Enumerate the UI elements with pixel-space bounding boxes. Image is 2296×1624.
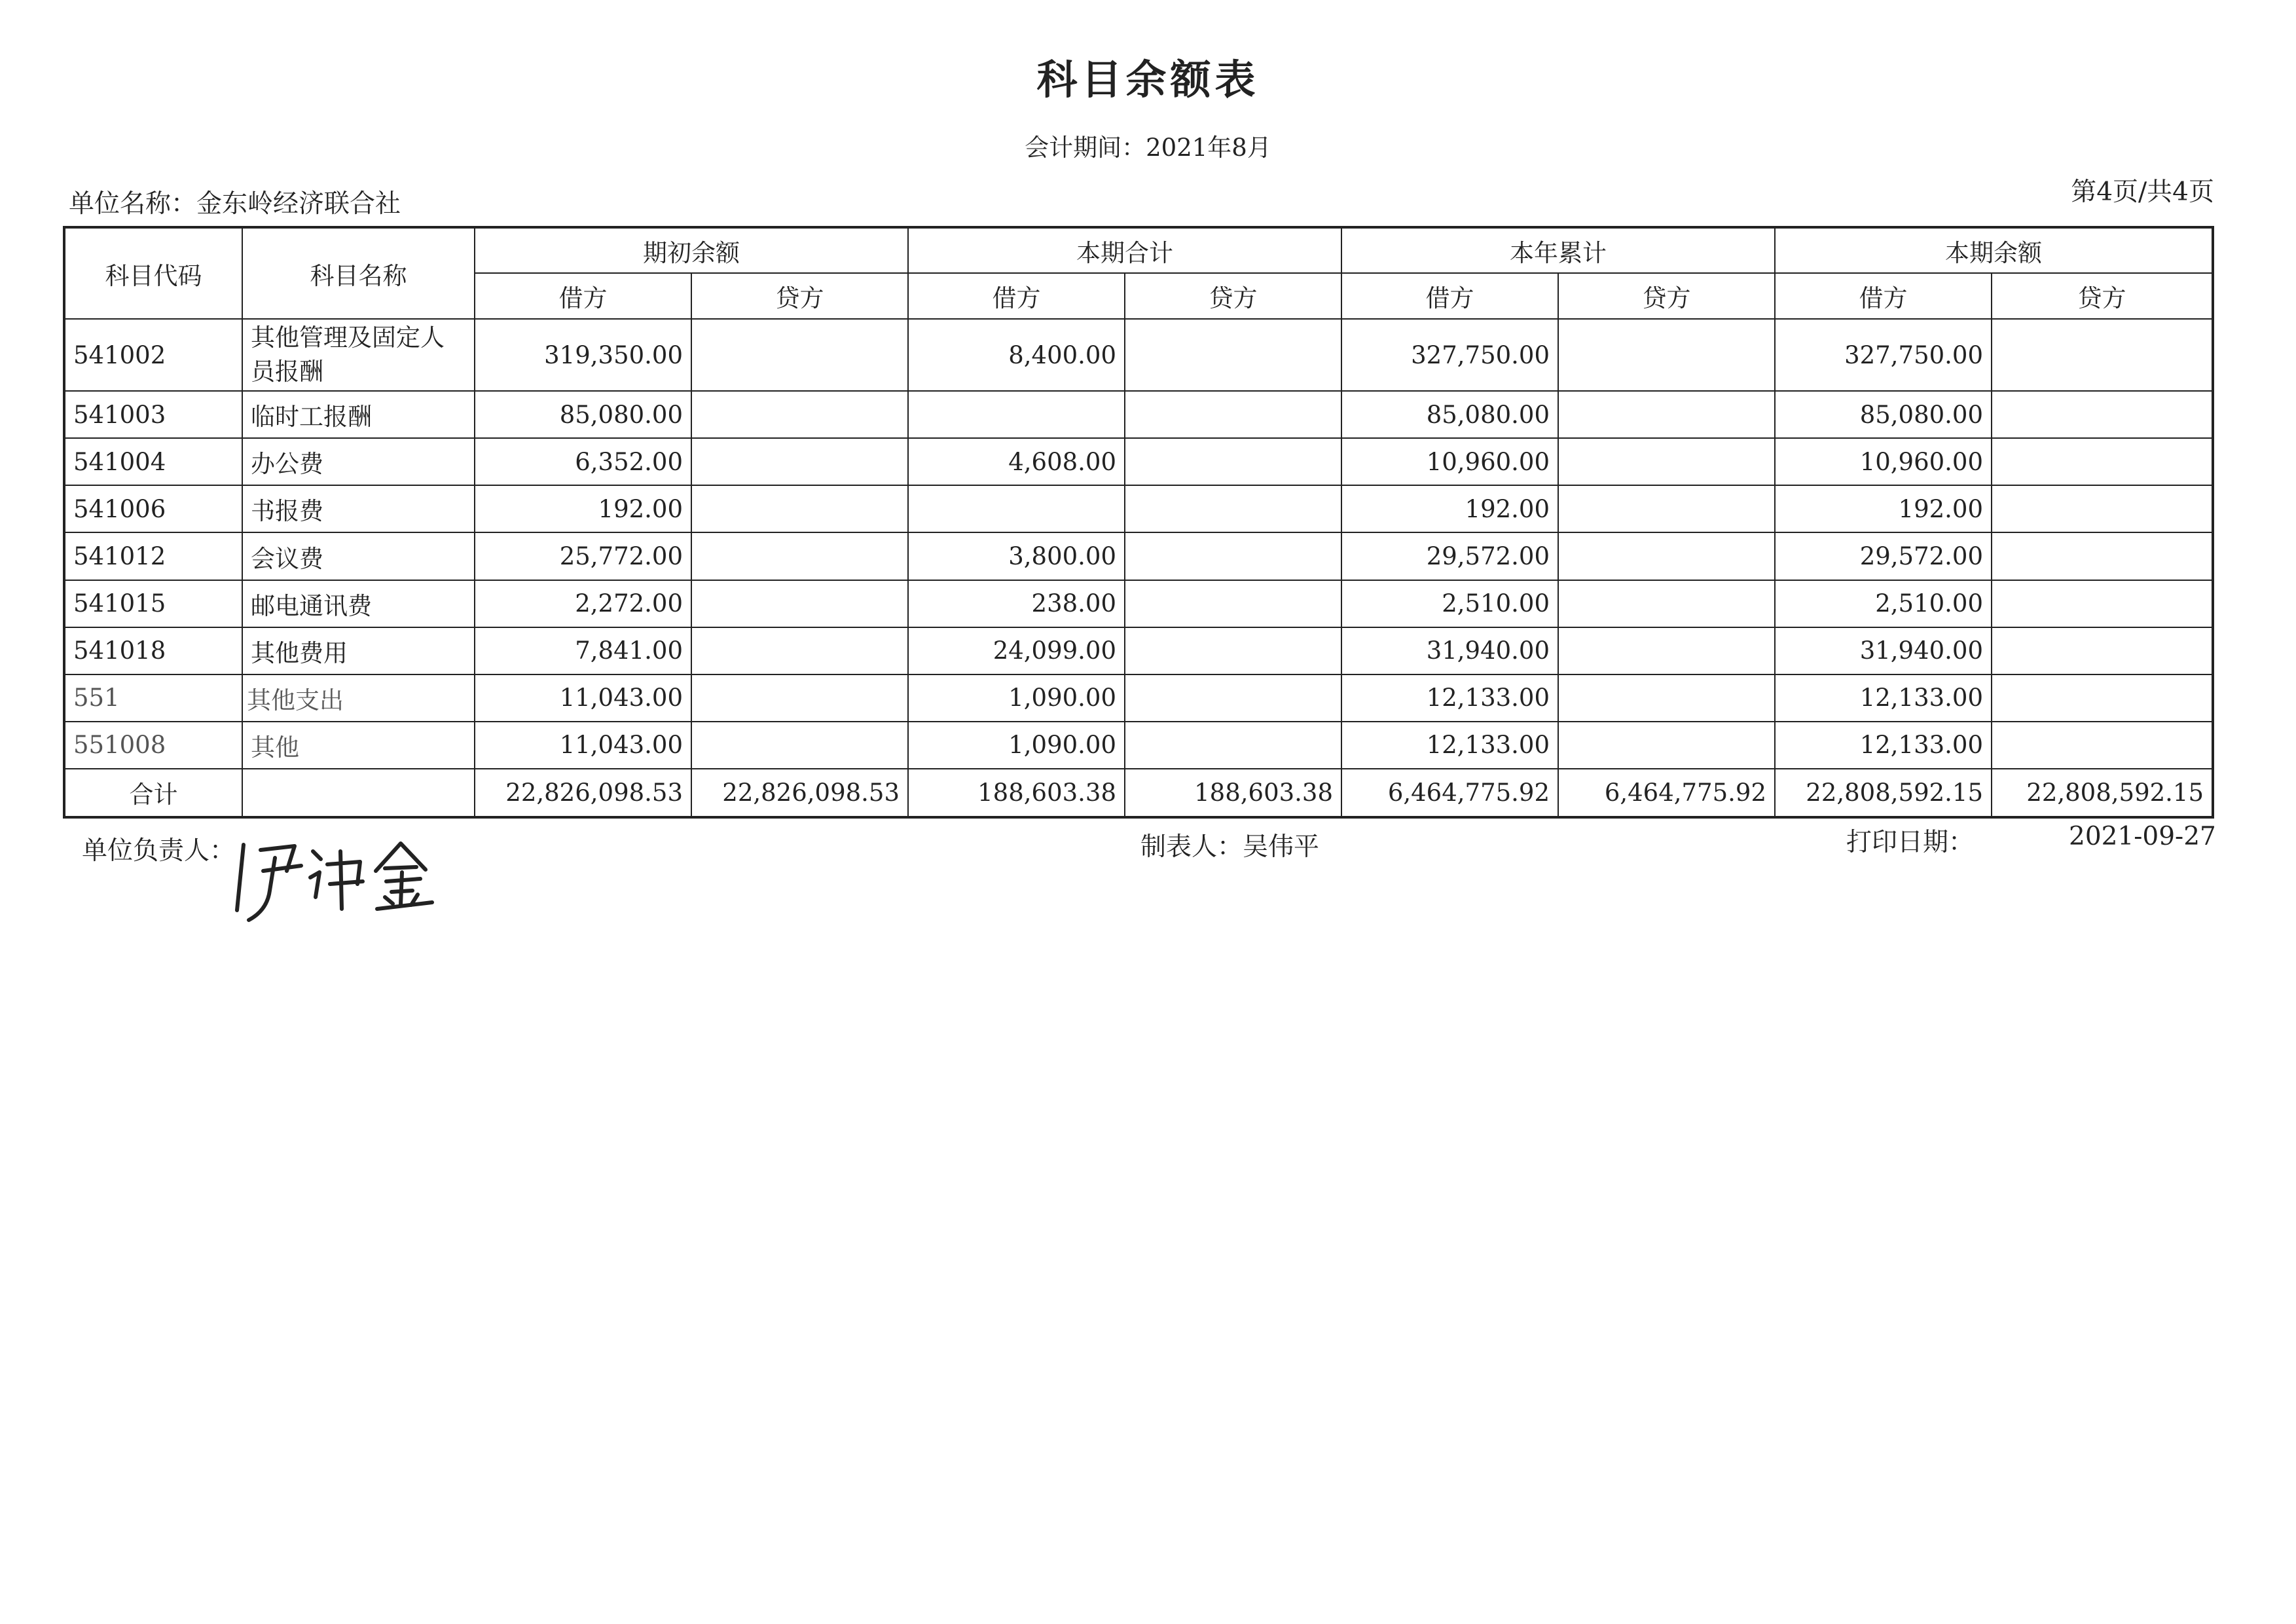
col-header-credit: 贷方: [1992, 273, 2213, 319]
col-header-code: 科目代码: [64, 227, 242, 319]
col-header-credit: 贷方: [1558, 273, 1775, 319]
closing-credit: [1992, 319, 2213, 391]
signature-image: [229, 832, 478, 923]
year-debit: 12,133.00: [1341, 722, 1558, 769]
year-credit: [1558, 319, 1775, 391]
closing-credit: [1992, 627, 2213, 674]
table-row: [64, 674, 2213, 722]
year-debit: 31,940.00: [1341, 627, 1558, 674]
period-debit: 8,400.00: [908, 319, 1125, 391]
account-code: 541015: [64, 580, 242, 627]
period-debit: [908, 485, 1125, 532]
col-header-credit: 贷方: [1125, 273, 1341, 319]
group-header-closing: 本期余额: [1775, 227, 2213, 273]
total-period-credit: 188,603.38: [1125, 769, 1341, 817]
period-credit: [1125, 532, 1341, 580]
period-credit: [1125, 580, 1341, 627]
total-row: [64, 769, 2213, 817]
closing-credit: [1992, 438, 2213, 485]
closing-debit: 327,750.00: [1775, 319, 1992, 391]
total-period-debit: 188,603.38: [908, 769, 1125, 817]
year-debit: 327,750.00: [1341, 319, 1558, 391]
page-info: 第4页/共4页: [2071, 177, 2214, 207]
period-debit: 1,090.00: [908, 674, 1125, 722]
period-debit: 24,099.00: [908, 627, 1125, 674]
opening-debit: 25,772.00: [475, 532, 691, 580]
table-row: [64, 391, 2213, 438]
balance-table: [63, 226, 2214, 819]
table-row: [64, 580, 2213, 627]
opening-credit: [691, 580, 908, 627]
opening-credit: [691, 319, 908, 391]
total-year-debit: 6,464,775.92: [1341, 769, 1558, 817]
table-row: [64, 485, 2213, 532]
period-credit: [1125, 391, 1341, 438]
header-row-groups: [64, 227, 2213, 273]
print-date: 2021-09-27: [2069, 822, 2216, 851]
closing-debit: 192.00: [1775, 485, 1992, 532]
account-name: 其他支出: [242, 674, 475, 722]
account-code: 551: [64, 674, 242, 722]
opening-debit: 11,043.00: [475, 674, 691, 722]
col-header-credit: 贷方: [691, 273, 908, 319]
year-debit: 29,572.00: [1341, 532, 1558, 580]
period-credit: [1125, 485, 1341, 532]
col-header-debit: 借方: [475, 273, 691, 319]
account-code: 541004: [64, 438, 242, 485]
col-header-debit: 借方: [1775, 273, 1992, 319]
account-name: 其他: [242, 722, 475, 769]
account-code: 541012: [64, 532, 242, 580]
closing-credit: [1992, 722, 2213, 769]
unit-name: 单位名称：金东岭经济联合社: [69, 189, 401, 219]
account-name: 会议费: [242, 532, 475, 580]
opening-debit: 319,350.00: [475, 319, 691, 391]
opening-debit: 192.00: [475, 485, 691, 532]
opening-debit: 6,352.00: [475, 438, 691, 485]
table-row: [64, 532, 2213, 580]
opening-credit: [691, 438, 908, 485]
year-credit: [1558, 627, 1775, 674]
year-credit: [1558, 580, 1775, 627]
col-header-name: 科目名称: [242, 227, 475, 319]
account-name: 临时工报酬: [242, 391, 475, 438]
total-closing-debit: 22,808,592.15: [1775, 769, 1992, 817]
year-debit: 10,960.00: [1341, 438, 1558, 485]
year-credit: [1558, 532, 1775, 580]
closing-debit: 12,133.00: [1775, 674, 1992, 722]
period-credit: [1125, 438, 1341, 485]
col-header-debit: 借方: [908, 273, 1125, 319]
closing-credit: [1992, 391, 2213, 438]
total-opening-credit: 22,826,098.53: [691, 769, 908, 817]
group-header-opening: 期初余额: [475, 227, 908, 273]
period-credit: [1125, 627, 1341, 674]
total-opening-debit: 22,826,098.53: [475, 769, 691, 817]
account-name: 邮电通讯费: [242, 580, 475, 627]
accounting-period: 会计期间：2021年8月: [1025, 134, 1271, 162]
period-credit: [1125, 319, 1341, 391]
year-debit: 12,133.00: [1341, 674, 1558, 722]
table-row: [64, 319, 2213, 391]
year-credit: [1558, 485, 1775, 532]
account-code: 541018: [64, 627, 242, 674]
period-credit: [1125, 722, 1341, 769]
account-name: 办公费: [242, 438, 475, 485]
year-credit: [1558, 674, 1775, 722]
closing-debit: 2,510.00: [1775, 580, 1992, 627]
print-date-label: 打印日期：: [1846, 828, 1975, 857]
group-header-year-cumulative: 本年累计: [1341, 227, 1775, 273]
year-debit: 85,080.00: [1341, 391, 1558, 438]
opening-credit: [691, 391, 908, 438]
table-row: [64, 722, 2213, 769]
year-debit: 192.00: [1341, 485, 1558, 532]
closing-credit: [1992, 674, 2213, 722]
account-code: 541006: [64, 485, 242, 532]
total-label: 合计: [64, 769, 242, 817]
opening-debit: 11,043.00: [475, 722, 691, 769]
year-credit: [1558, 391, 1775, 438]
closing-debit: 85,080.00: [1775, 391, 1992, 438]
opening-credit: [691, 674, 908, 722]
period-debit: 4,608.00: [908, 438, 1125, 485]
total-year-credit: 6,464,775.92: [1558, 769, 1775, 817]
year-credit: [1558, 438, 1775, 485]
opening-credit: [691, 722, 908, 769]
account-name: 其他管理及固定人员报酬: [242, 319, 475, 391]
opening-credit: [691, 532, 908, 580]
closing-credit: [1992, 580, 2213, 627]
account-code: 541003: [64, 391, 242, 438]
closing-debit: 12,133.00: [1775, 722, 1992, 769]
period-debit: 1,090.00: [908, 722, 1125, 769]
closing-debit: 10,960.00: [1775, 438, 1992, 485]
opening-debit: 85,080.00: [475, 391, 691, 438]
col-header-debit: 借方: [1341, 273, 1558, 319]
opening-debit: 7,841.00: [475, 627, 691, 674]
total-name-blank: [242, 769, 475, 817]
closing-credit: [1992, 532, 2213, 580]
opening-debit: 2,272.00: [475, 580, 691, 627]
closing-debit: 29,572.00: [1775, 532, 1992, 580]
period-debit: 3,800.00: [908, 532, 1125, 580]
period-credit: [1125, 674, 1341, 722]
closing-credit: [1992, 485, 2213, 532]
account-name: 书报费: [242, 485, 475, 532]
responsible-label: 单位负责人：: [82, 836, 236, 866]
account-name: 其他费用: [242, 627, 475, 674]
closing-debit: 31,940.00: [1775, 627, 1992, 674]
year-debit: 2,510.00: [1341, 580, 1558, 627]
opening-credit: [691, 627, 908, 674]
year-credit: [1558, 722, 1775, 769]
account-code: 541002: [64, 319, 242, 391]
preparer: 制表人：吴伟平: [1140, 832, 1320, 862]
period-debit: [908, 391, 1125, 438]
total-closing-credit: 22,808,592.15: [1992, 769, 2213, 817]
report-title: 科目余额表: [1036, 56, 1260, 103]
table-row: [64, 438, 2213, 485]
table-row: [64, 627, 2213, 674]
group-header-period-total: 本期合计: [908, 227, 1341, 273]
period-debit: 238.00: [908, 580, 1125, 627]
opening-credit: [691, 485, 908, 532]
account-code: 551008: [64, 722, 242, 769]
